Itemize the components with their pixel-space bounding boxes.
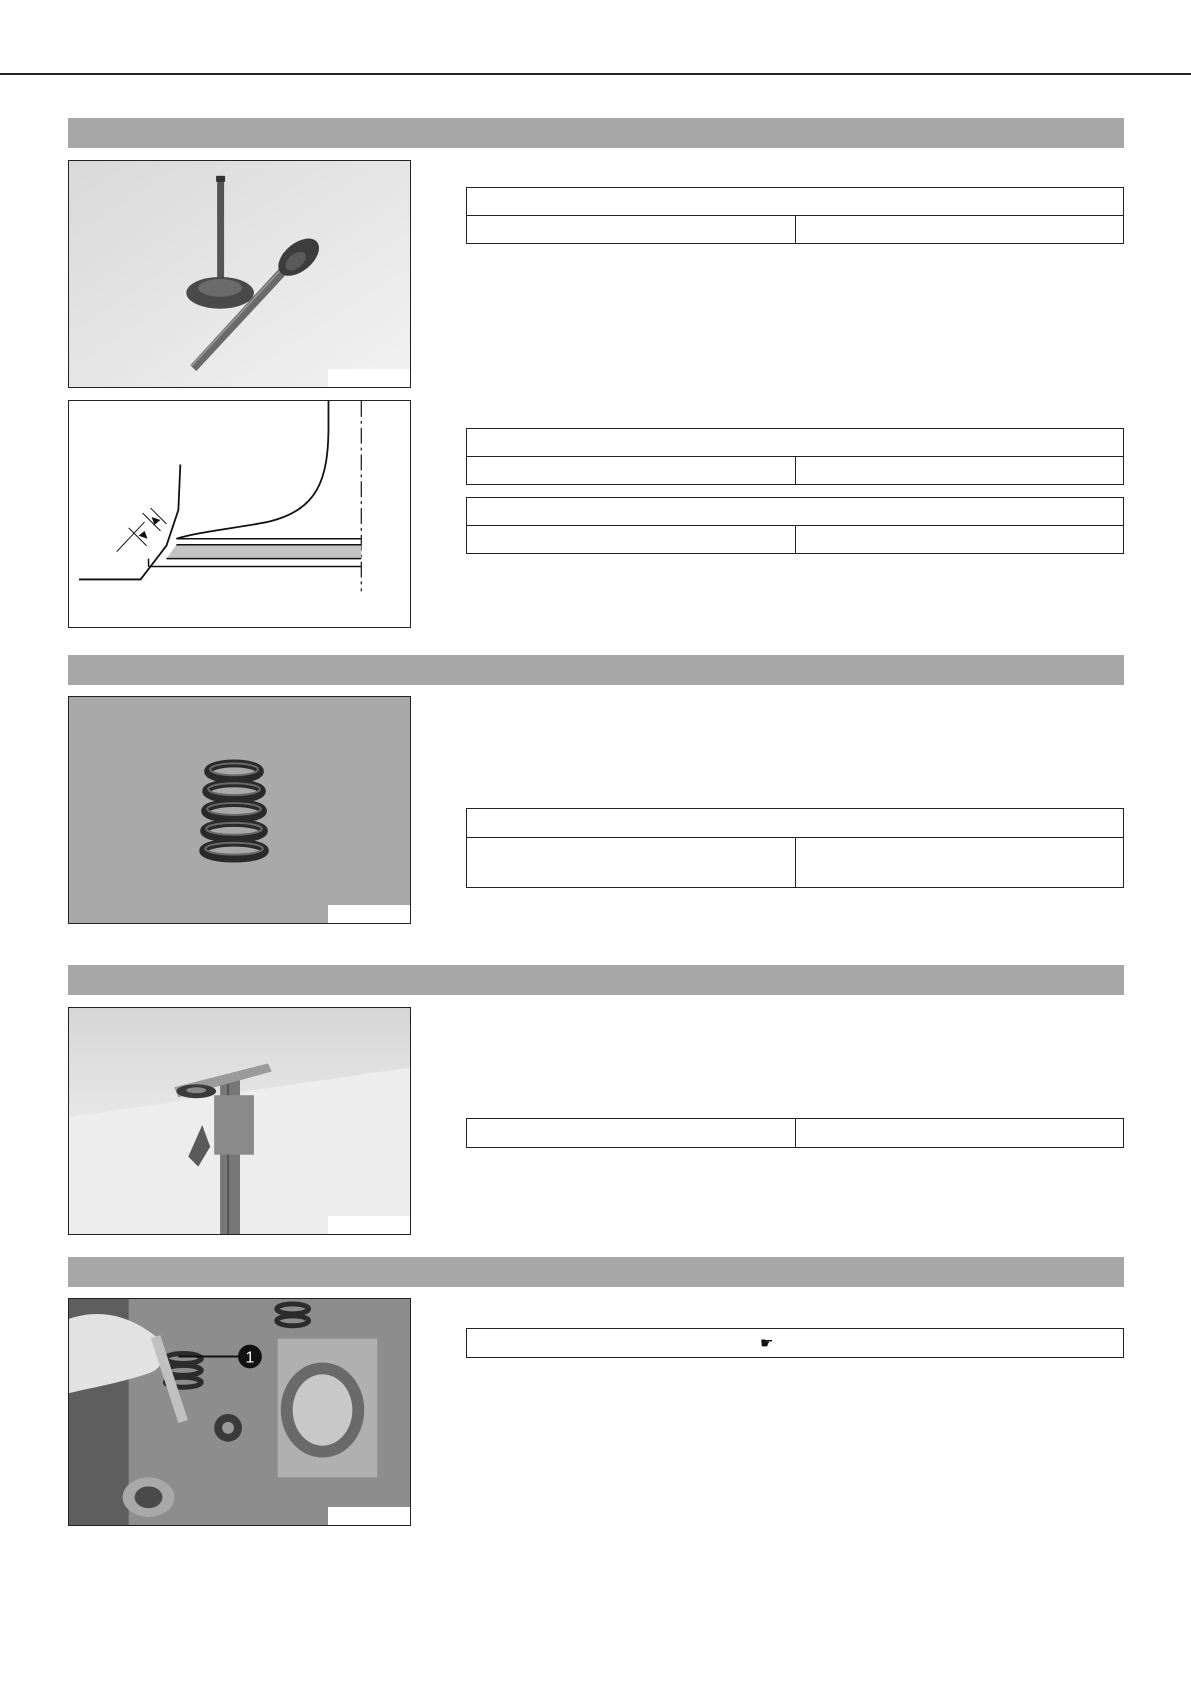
spec-table-cell bbox=[796, 838, 1123, 887]
figure-tag bbox=[328, 1507, 410, 1525]
seat-spec-table-2 bbox=[466, 497, 1124, 554]
section-header-valve bbox=[68, 118, 1124, 148]
spec-table-cell bbox=[467, 457, 796, 484]
spring-seat-spec-table bbox=[466, 1118, 1124, 1148]
seat-spec-table-1 bbox=[466, 428, 1124, 485]
spec-table-cell bbox=[796, 1119, 1123, 1147]
pointing-hand-icon: ☛ bbox=[760, 1334, 774, 1352]
callout-number: 1 bbox=[245, 1349, 255, 1367]
figure-tag bbox=[328, 905, 410, 923]
section-header-valve-spring bbox=[68, 655, 1124, 685]
spec-table-cell bbox=[796, 526, 1123, 553]
spec-table-cell bbox=[467, 526, 796, 553]
spec-table-cell bbox=[796, 216, 1123, 243]
spec-table-cell bbox=[796, 457, 1123, 484]
spec-table-cell bbox=[467, 216, 796, 243]
figure-tag bbox=[328, 369, 410, 387]
page-top-rule bbox=[0, 73, 1191, 75]
valve-spring-photo bbox=[68, 696, 411, 924]
valve-spring-spec-table bbox=[466, 808, 1124, 888]
caliper-measurement-photo bbox=[68, 1007, 411, 1235]
valve-spec-table bbox=[466, 187, 1124, 244]
spec-table-head bbox=[467, 188, 1123, 216]
section-header-valve-installation bbox=[68, 1257, 1124, 1287]
spec-table-head bbox=[467, 429, 1123, 457]
spec-table-cell bbox=[467, 1119, 796, 1147]
valve-seat-diagram bbox=[68, 400, 411, 628]
figure-tag bbox=[328, 1216, 410, 1234]
valve-photo bbox=[68, 160, 411, 388]
section-header-spring-seat bbox=[68, 965, 1124, 995]
spec-table-head bbox=[467, 809, 1123, 838]
installation-note-box bbox=[466, 1328, 1124, 1358]
cylinder-head-photo bbox=[68, 1298, 411, 1526]
spec-table-head bbox=[467, 498, 1123, 526]
spec-table-cell bbox=[467, 838, 796, 887]
